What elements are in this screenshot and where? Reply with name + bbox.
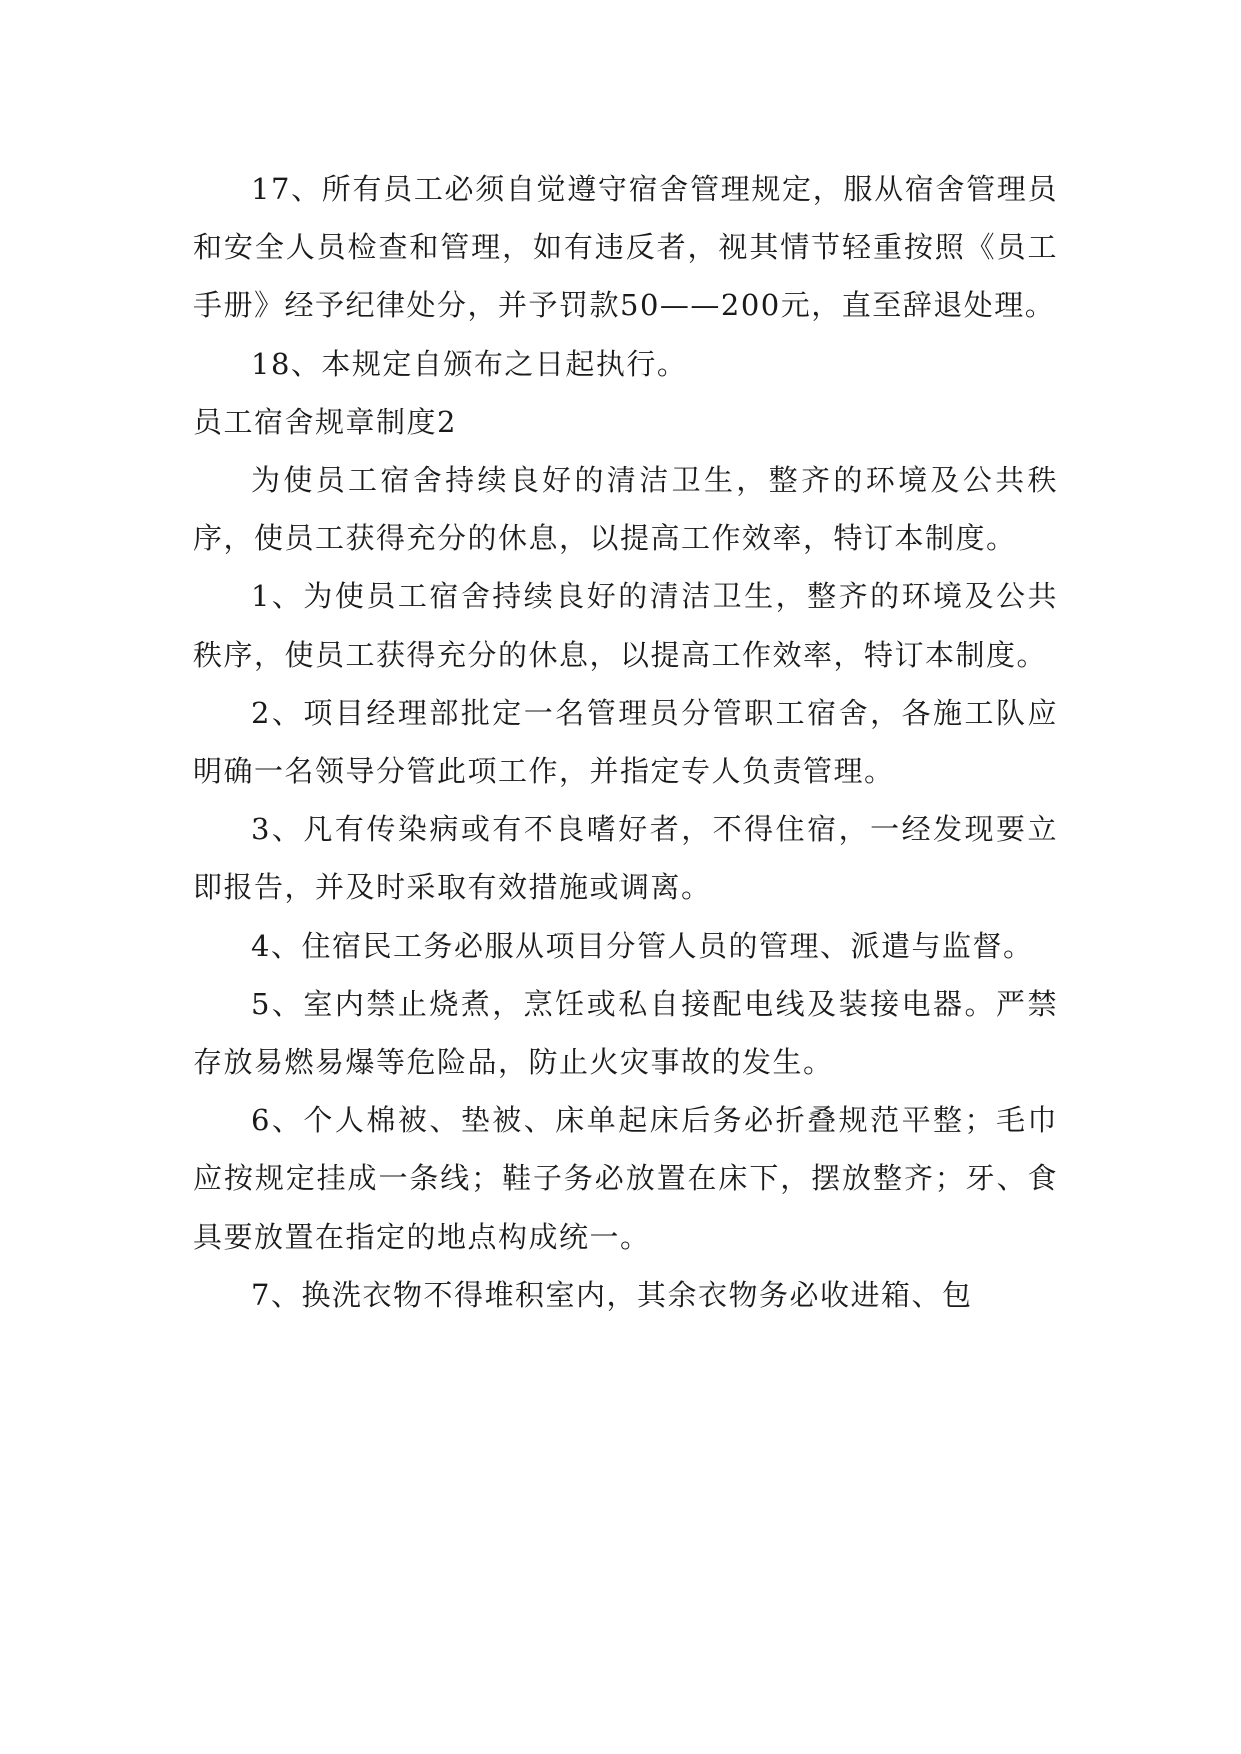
paragraph-rule-5: 5、室内禁止烧煮，烹饪或私自接配电线及装接电器。严禁存放易燃易爆等危险品，防止火灾事故的发生。 [193, 986, 1058, 1080]
paragraph-rule-4: 4、住宿民工务必服从项目分管人员的管理、派遣与监督。 [251, 928, 1034, 963]
section-heading: 员工宿舍规章制度2 [193, 404, 457, 439]
paragraph-rule-3: 3、凡有传染病或有不良嗜好者，不得住宿，一经发现要立即报告，并及时采取有效措施或调离。 [193, 812, 1058, 905]
paragraph-rule-6: 6、个人棉被、垫被、床单起床后务必折叠规范平整；毛巾应按规定挂成一条线；鞋子务必放置在床下，摆放整齐；牙、食具要放置在指定的地点构成统一。 [193, 1103, 1058, 1254]
paragraph-rule-1: 1、为使员工宿舍持续良好的清洁卫生，整齐的环境及公共秩序，使员工获得充分的休息，以提高工作效率，特订本制度。 [193, 579, 1058, 672]
paragraph-rule-2: 2、项目经理部批定一名管理员分管职工宿舍，各施工队应明确一名领导分管此项工作，并指定专人负责管理。 [193, 695, 1058, 789]
document-body [193, 160, 1058, 1324]
paragraph-rule-18: 18、本规定自颁布之日起执行。 [251, 346, 688, 381]
paragraph-rule-17: 17、所有员工必须自觉遵守宿舍管理规定，服从宿舍管理员和安全人员检查和管理，如有违反者，视其情节轻重按照《员工手册》经予纪律处分，并予罚款50——200元，直至辞退处理。 [193, 172, 1058, 323]
paragraph-intro: 为使员工宿舍持续良好的清洁卫生，整齐的环境及公共秩序，使员工获得充分的休息，以提高工作效率，特订本制度。 [193, 463, 1058, 556]
paragraph-rule-7: 7、换洗衣物不得堆积室内，其余衣物务必收进箱、包 [251, 1277, 973, 1312]
